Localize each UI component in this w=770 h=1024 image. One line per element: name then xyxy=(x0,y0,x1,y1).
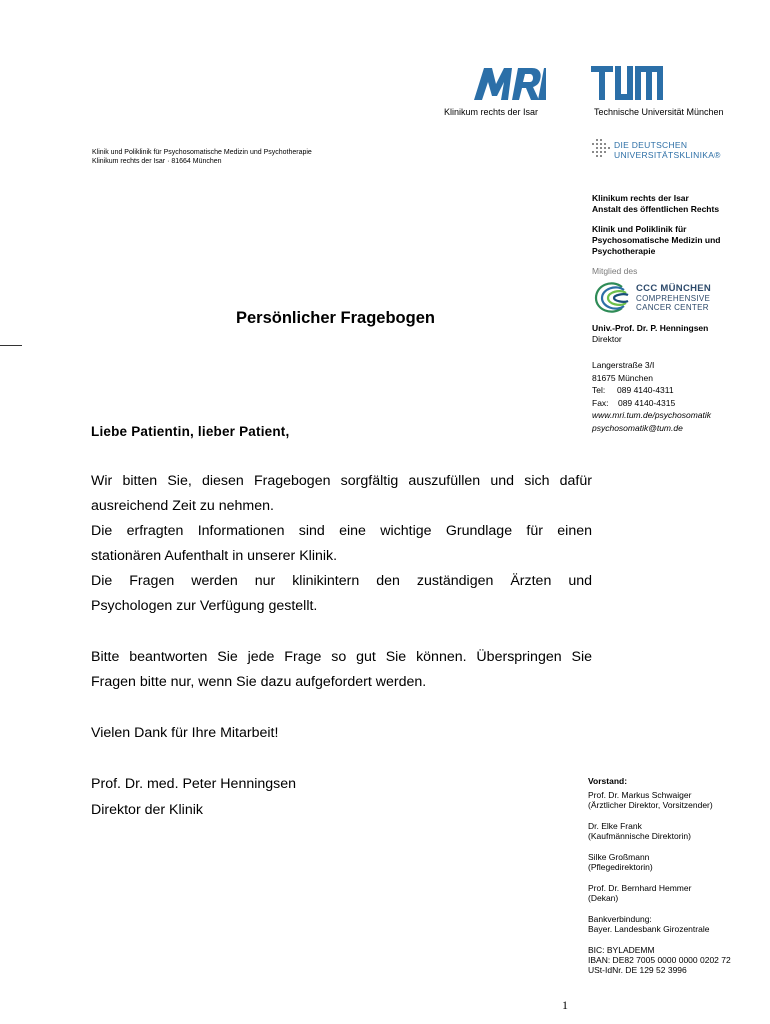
board-member-name: Dr. Elke Frank xyxy=(588,821,642,831)
address-street: Langerstraße 3/I xyxy=(592,360,655,370)
thanks-line: Vielen Dank für Ihre Mitarbeit! xyxy=(91,725,279,741)
address-block xyxy=(592,359,711,435)
ccc-line: CANCER CENTER xyxy=(636,303,709,312)
page-number: 1 xyxy=(562,998,568,1012)
board-block xyxy=(588,776,731,975)
director-block xyxy=(592,323,708,345)
director-name: Univ.-Prof. Dr. P. Henningsen xyxy=(592,323,709,333)
institution-line: Klinikum rechts der Isar xyxy=(592,193,689,203)
bank-name: Bayer. Landesbank Girozentrale xyxy=(588,924,710,934)
sender-line: Klinik und Poliklinik für Psychosomatische Medizin und Psychotherapie xyxy=(92,149,312,156)
bank-bic: BIC: BYLADEMM xyxy=(588,945,655,955)
signature-role: Direktor der Klinik xyxy=(91,802,203,818)
institution-line: Anstalt des öffentlichen Rechts xyxy=(592,204,720,214)
ccc-logo-icon xyxy=(592,281,632,315)
address-city: 81675 München xyxy=(592,372,653,383)
sender-address xyxy=(92,148,312,166)
signature-name: Prof. Dr. med. Peter Henningsen xyxy=(91,776,297,792)
paragraph-line: Fragen bitte nur, wenn Sie dazu aufgefordert werden. xyxy=(91,674,427,690)
paragraph-line: Die erfragten Informationen sind eine wichtige Grundlage für einen xyxy=(91,523,592,539)
ccc-line: COMPREHENSIVE xyxy=(636,294,711,303)
website-link[interactable]: www.mri.tum.de/psychosomatik xyxy=(592,410,712,421)
clinic-line: Klinik und Poliklinik für xyxy=(592,224,687,234)
director-title: Direktor xyxy=(592,334,622,344)
fold-mark xyxy=(0,345,22,346)
sender-line: Klinikum rechts der Isar · 81664 München xyxy=(92,158,222,165)
vat-id: USt-IdNr. DE 129 52 3996 xyxy=(588,965,687,975)
member-label: Mitglied des xyxy=(592,266,638,276)
ccc-subtitle xyxy=(636,294,710,312)
address-fax: Fax: 089 4140-4315 xyxy=(592,397,676,408)
address-tel: Tel: 089 4140-4311 xyxy=(592,385,674,396)
intro-paragraph xyxy=(91,469,592,619)
page-title: Persönlicher Fragebogen xyxy=(236,309,435,327)
paragraph-line: Die Fragen werden nur klinikintern den zuständigen Ärzten und xyxy=(91,573,592,589)
ccc-line: CCC MÜNCHEN xyxy=(636,283,712,294)
board-label: Vorstand: xyxy=(588,776,628,786)
paragraph-line: Bitte beantworten Sie jede Frage so gut Sie können. Überspringen Sie xyxy=(91,649,592,665)
email-link[interactable]: psychosomatik@tum.de xyxy=(592,422,683,433)
clinic-line: Psychosomatische Medizin und xyxy=(592,235,721,245)
board-member-role: (Ärztlicher Direktor, Vorsitzender) xyxy=(588,800,713,810)
board-member-role: (Kaufmännische Direktorin) xyxy=(588,831,691,841)
board-member-name: Prof. Dr. Markus Schwaiger xyxy=(588,790,692,800)
board-member-role: (Dekan) xyxy=(588,893,619,903)
ccc-logo xyxy=(592,281,742,315)
clinic-block xyxy=(592,224,720,257)
board-member-name: Prof. Dr. Bernhard Hemmer xyxy=(588,883,692,893)
mri-caption: Klinikum rechts der Isar xyxy=(444,107,539,117)
bank-label: Bankverbindung: xyxy=(588,914,652,924)
paragraph-line: ausreichend Zeit zu nehmen. xyxy=(91,498,274,514)
dukl-line: DIE DEUTSCHEN xyxy=(614,140,688,150)
paragraph-line: Wir bitten Sie, diesen Fragebogen sorgfältig auszufüllen und sich dafür xyxy=(91,473,592,489)
bank-iban: IBAN: DE82 7005 0000 0000 0202 72 xyxy=(588,955,731,965)
paragraph-line: stationären Aufenthalt in unserer Klinik. xyxy=(91,548,338,564)
paragraph-line: Psychologen zur Verfügung gestellt. xyxy=(91,598,318,614)
dukl-logo-icon xyxy=(592,139,610,159)
dukl-line: UNIVERSITÄTSKLINIKA® xyxy=(614,150,721,160)
tum-logo-icon xyxy=(591,66,663,100)
signature-block xyxy=(91,771,296,823)
instructions-paragraph xyxy=(91,645,592,695)
clinic-line: Psychotherapie xyxy=(592,246,656,256)
salutation: Liebe Patientin, lieber Patient, xyxy=(91,424,290,439)
institution-block xyxy=(592,193,719,215)
mri-logo-icon xyxy=(474,64,546,100)
board-member-name: Silke Großmann xyxy=(588,852,650,862)
board-member-role: (Pflegedirektorin) xyxy=(588,862,653,872)
tum-caption: Technische Universität München xyxy=(594,107,724,117)
